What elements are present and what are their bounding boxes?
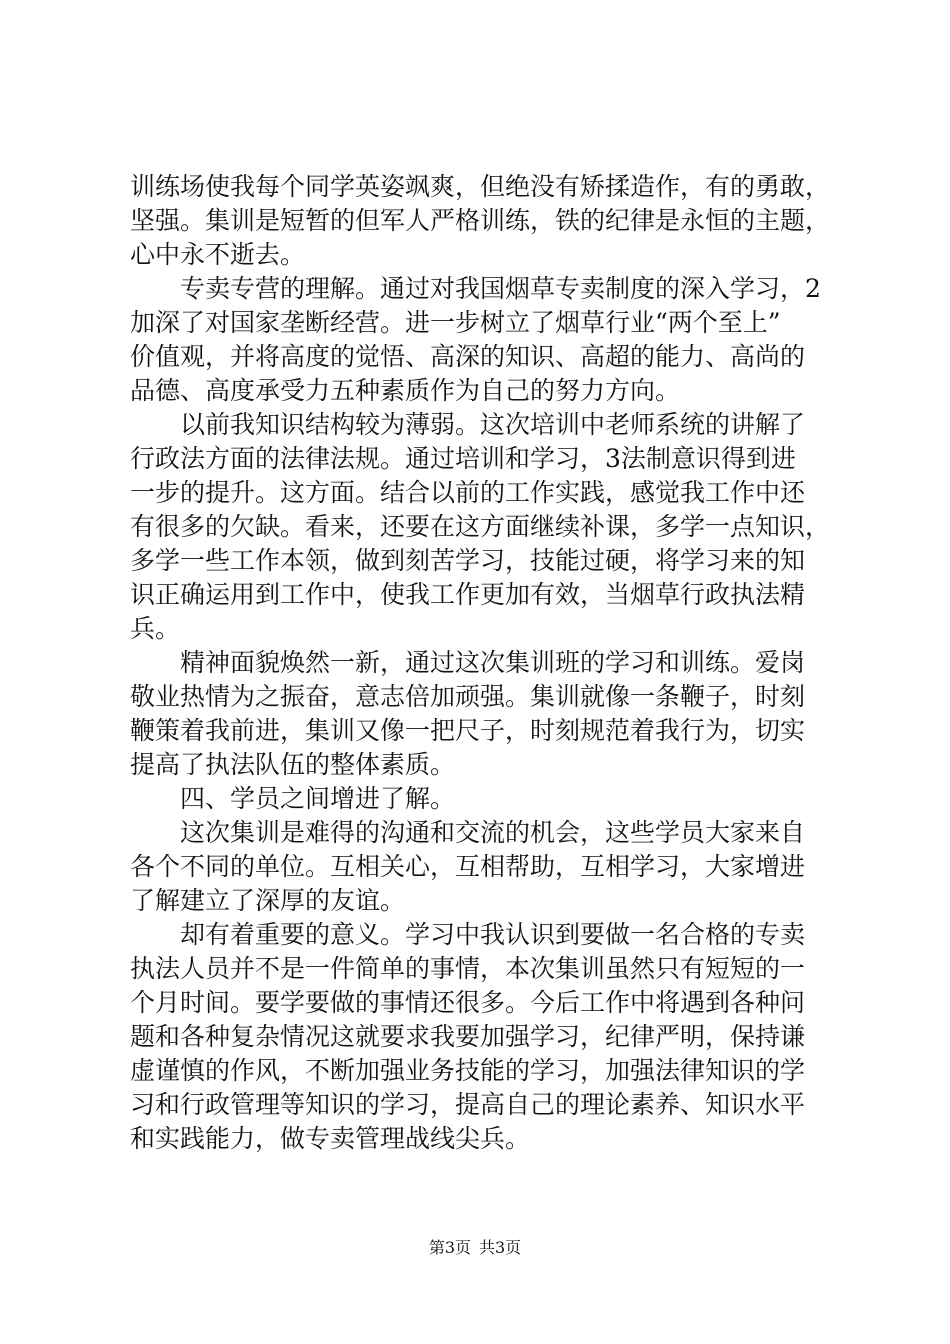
text-line: 以前我知识结构较为薄弱。这次培训中老师系统的讲解了: [130, 410, 806, 439]
text-line: 敬业热情为之振奋，意志倍加顽强。集训就像一条鞭子，时刻: [130, 682, 806, 711]
text-line: 鞭策着我前进，集训又像一把尺子，时刻规范着我行为，切实: [130, 716, 806, 745]
text-line: 精神面貌焕然一新，通过这次集训班的学习和训练。爱岗: [130, 648, 806, 677]
text-line: 各个不同的单位。互相关心，互相帮助，互相学习，大家增进: [130, 852, 806, 881]
text-line: 执法人员并不是一件简单的事情，本次集训虽然只有短短的一: [130, 954, 806, 983]
text-line: 品德、高度承受力五种素质作为自己的努力方向。: [130, 376, 681, 405]
text-line: 行政法方面的法律法规。通过培训和学习，3法制意识得到进: [130, 444, 796, 473]
text-line: 专卖专营的理解。通过对我国烟草专卖制度的深入学习，2: [130, 274, 821, 303]
text-line: 识正确运用到工作中，使我工作更加有效，当烟草行政执法精: [130, 580, 806, 609]
text-line: 兵。: [130, 614, 181, 643]
text-line: 心中永不逝去。: [130, 240, 306, 269]
text-line: 四、学员之间增进了解。: [130, 784, 456, 813]
page-footer: [0, 1237, 950, 1259]
page-number: 第3页: [428, 1238, 471, 1257]
text-line: 了解建立了深厚的友谊。: [130, 886, 406, 915]
text-line: 多学一些工作本领，做到刻苦学习，技能过硬，将学习来的知: [130, 546, 806, 575]
document-body: [130, 170, 832, 1156]
page-total: 共3页: [479, 1238, 522, 1257]
text-line: 提高了执法队伍的整体素质。: [130, 750, 456, 779]
text-line: 题和各种复杂情况这就要求我要加强学习，纪律严明，保持谦: [130, 1022, 806, 1051]
text-line: 这次集训是难得的沟通和交流的机会，这些学员大家来自: [130, 818, 806, 847]
text-line: 训练场使我每个同学英姿飒爽，但绝没有矫揉造作，有的勇敢，: [130, 172, 831, 201]
text-line: 和实践能力，做专卖管理战线尖兵。: [130, 1124, 531, 1153]
text-line: 一步的提升。这方面。结合以前的工作实践，感觉我工作中还: [130, 478, 806, 507]
text-line: 价值观，并将高度的觉悟、高深的知识、高超的能力、高尚的: [130, 342, 806, 371]
text-line: 加深了对国家垄断经营。进一步树立了烟草行业“两个至上”: [130, 308, 781, 337]
text-line: 虚谨慎的作风，不断加强业务技能的学习，加强法律知识的学: [130, 1056, 806, 1085]
text-line: 却有着重要的意义。学习中我认识到要做一名合格的专卖: [130, 920, 806, 949]
text-line: 有很多的欠缺。看来，还要在这方面继续补课，多学一点知识，: [130, 512, 831, 541]
text-line: 坚强。集训是短暂的但军人严格训练，铁的纪律是永恒的主题，: [130, 206, 831, 235]
text-line: 习和行政管理等知识的学习，提高自己的理论素养、知识水平: [130, 1090, 806, 1119]
text-line: 个月时间。要学要做的事情还很多。今后工作中将遇到各种问: [130, 988, 806, 1017]
